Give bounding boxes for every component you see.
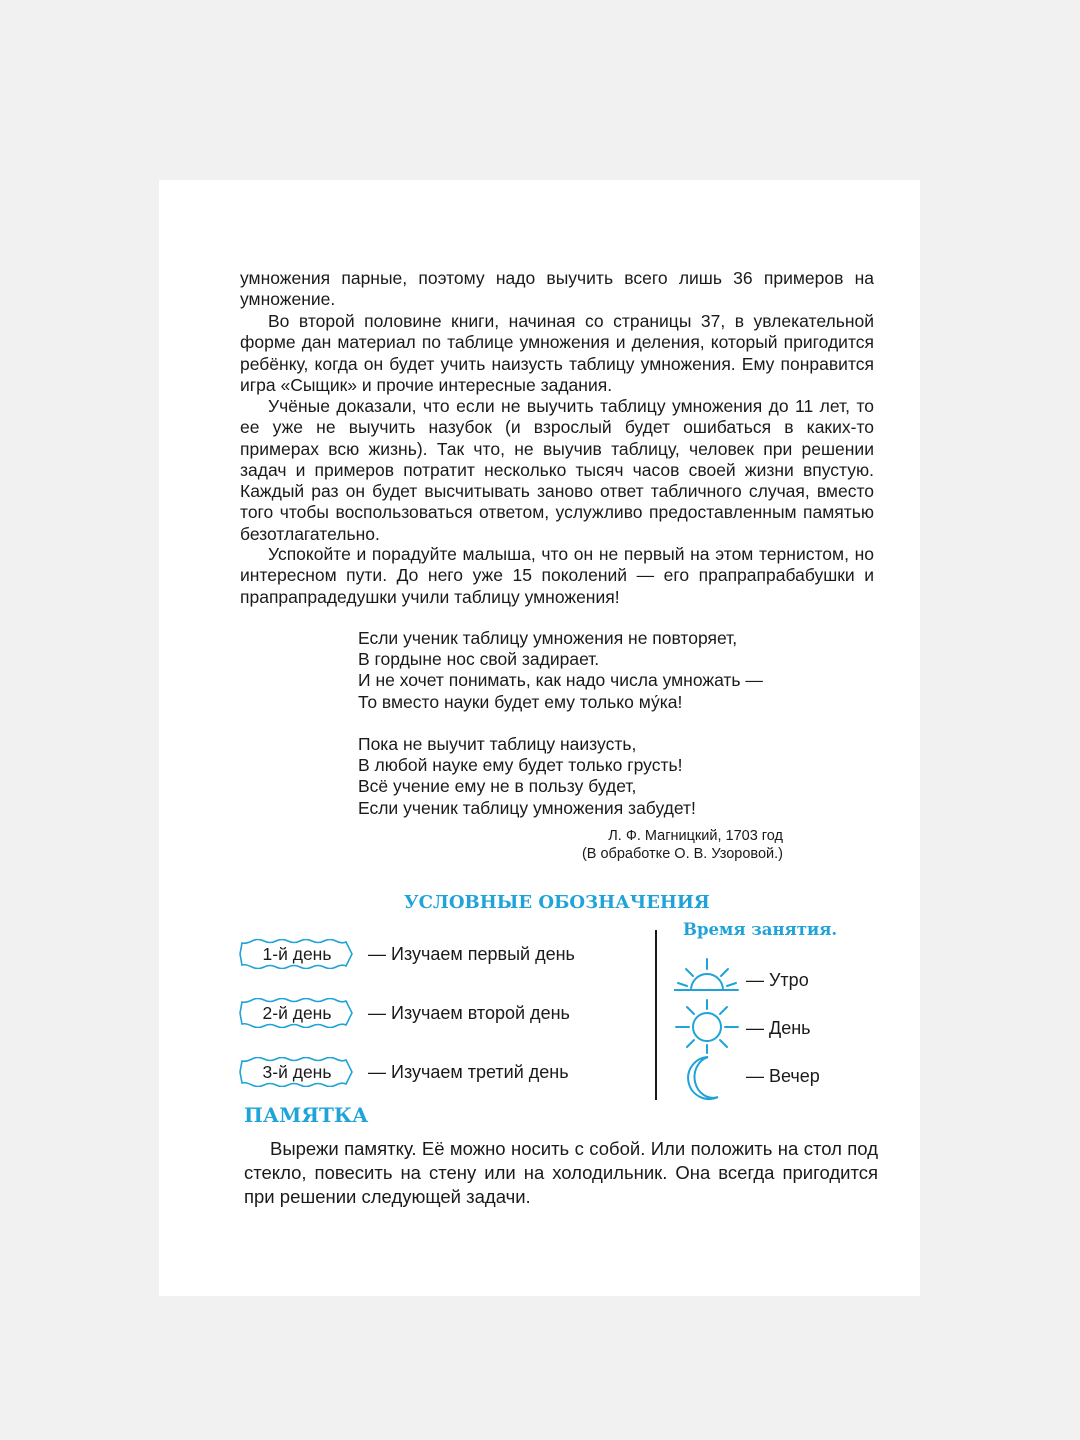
time-title: Время занятия. [683,920,838,939]
day-badge-label: 3-й день [262,1062,332,1082]
sunrise-icon [674,956,740,997]
poem-line: То вместо науки будет ему только му́ка! [358,691,683,712]
paragraph-scientists: Учёные доказали, что если не выучить таблицу умножения до 11 лет, то ее уже не выучить назубок (и взрослый будет ошибаться в каких-то примерах всю жизнь). Так что, не выучив таблицу, человек при решении задач и примеров потратит несколько тысяч часов своей жизни впустую. Каждый раз он будет высчитывать заново ответ табличного случая, вместо того чтобы воспользоваться ответом, услужливо предоставленным памятью безотлагательно. [240,396,874,544]
poem-line: И не хочет понимать, как надо числа умножать — [358,670,763,691]
poem-stanza-2 [358,734,818,819]
poem-line: Если ученик таблицу умножения забудет! [358,797,696,818]
time-day-label: — День [746,1018,811,1038]
time-morning-label: — Утро [746,970,809,990]
day-badge [238,939,356,969]
day-description: — Изучаем первый день [368,944,575,964]
legend-title: УСЛОВНЫЕ ОБОЗНАЧЕНИЯ [404,892,710,913]
poem-line: Пока не выучит таблицу наизусть, [358,734,637,754]
paragraph-second-half: Во второй половине книги, начиная со страницы 37, в увлекательной форме дан материал по таблице умножения и деления, который пригодится ребёнку, когда он будет учить наизусть таблицу умножения. Ему понравится игра «Сыщик» и прочие интересные задания. [240,311,874,395]
legend-divider [655,930,657,1100]
paragraph-continuation: умножения парные, поэтому надо выучить всего лишь 36 примеров на умножение. [240,268,874,310]
memo-title: ПАМЯТКА [244,1103,369,1127]
poem-line: В любой науке ему будет только грусть! [358,755,683,776]
poem-stanza-1 [358,628,818,713]
day-badge [238,998,356,1028]
poem-adaptation: (В обработке О. В. Узоровой.) [581,846,783,862]
paragraph-reassure: Успокойте и порадуйте малыша, что он не первый на этом тернистом, но интересном пути. До него уже 15 поколений — его прапрапрабабушки и прапрапрадедушки учили таблицу умножения! [240,544,874,607]
day-badge [238,1057,356,1087]
poem-line: В гордыне нос свой задирает. [358,649,600,670]
poem-author: Л. Ф. Магницкий, 1703 год [608,828,783,844]
moon-icon [686,1055,720,1106]
day-description: — Изучаем третий день [368,1062,569,1082]
poem-line: Если ученик таблицу умножения не повторяет, [358,628,738,648]
sun-icon [674,998,740,1059]
day-description: — Изучаем второй день [368,1003,570,1023]
day-badge-label: 2-й день [262,1003,332,1023]
memo-text: Вырежи памятку. Её можно носить с собой. Или положить на стол под стекло, повесить на стену или на холодильник. Она всегда пригодится при решении следующей задачи. [244,1138,878,1207]
day-badge-label: 1-й день [262,944,332,964]
time-evening-label: — Вечер [746,1066,820,1086]
poem-line: Всё учение ему не в пользу будет, [358,776,637,797]
